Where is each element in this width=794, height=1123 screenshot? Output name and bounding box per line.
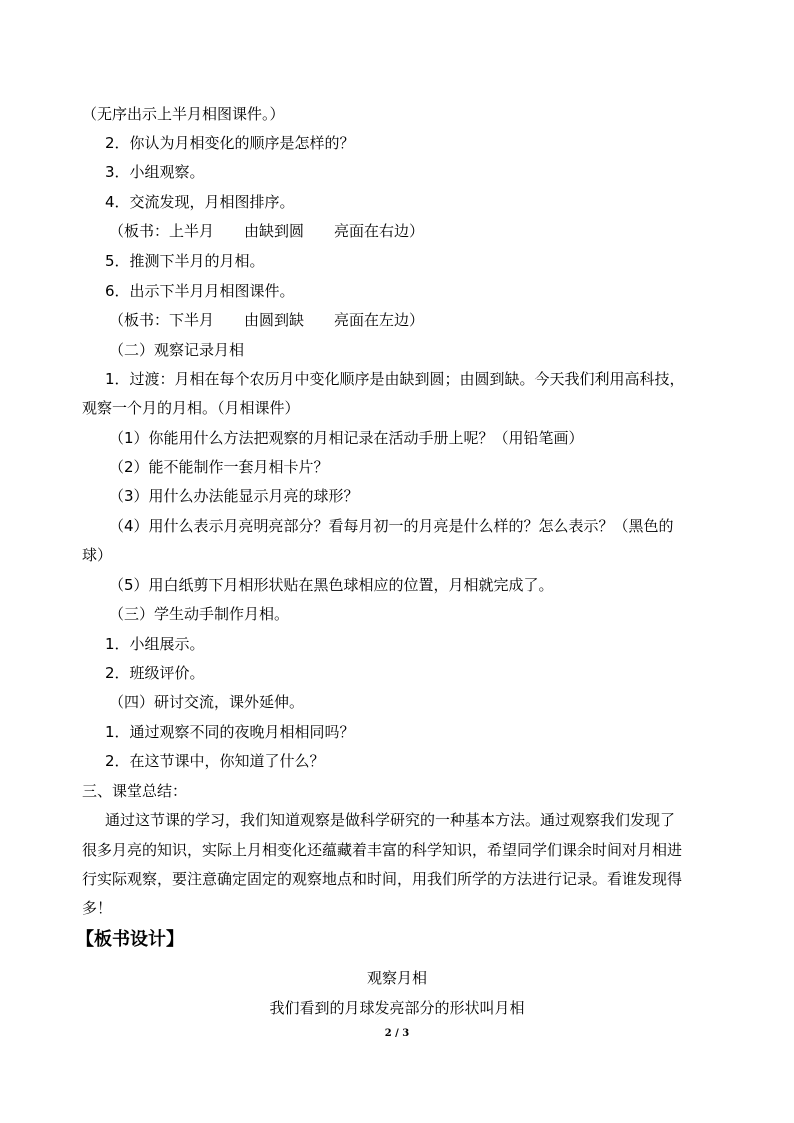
- text-line: 很多月亮的知识，实际上月相变化还蕴藏着丰富的科学知识，希望同学们课余时间对月相进: [82, 841, 683, 859]
- text-line: （板书：下半月 由圆到缺 亮面在左边）: [109, 311, 425, 329]
- text-line: 2．在这节课中，你知道了什么？: [105, 752, 325, 770]
- text-line: 5．推测下半月的月相。: [105, 252, 265, 270]
- section-heading: （三）学生动手制作月相。: [109, 605, 290, 623]
- text-line: （4）用什么表示月亮明亮部分？看每月初一的月亮是什么样的？怎么表示？（黑色的: [109, 517, 674, 535]
- text-line: 球）: [82, 546, 113, 564]
- board-definition: 我们看到的月球发亮部分的形状叫月相: [269, 999, 525, 1017]
- text-line: （无序出示上半月相图课件。）: [82, 105, 285, 123]
- section-heading: （二）观察记录月相: [109, 341, 245, 359]
- page-number: 2 / 3: [384, 1028, 410, 1039]
- text-line: 行实际观察，要注意确定固定的观察地点和时间，用我们所学的方法进行记录。看谁发现得: [82, 870, 683, 888]
- text-line: （5）用白纸剪下月相形状贴在黑色球相应的位置，月相就完成了。: [109, 576, 554, 594]
- text-line: 多！: [82, 899, 113, 917]
- text-line: 2．班级评价。: [105, 664, 205, 682]
- text-line: 2．你认为月相变化的顺序是怎样的？: [105, 134, 355, 152]
- section-heading: （四）研讨交流，课外延伸。: [109, 693, 305, 711]
- text-line: 通过这节课的学习，我们知道观察是做科学研究的一种基本方法。通过观察我们发现了: [105, 811, 676, 829]
- text-line: （2）能不能制作一套月相卡片？: [109, 458, 329, 476]
- text-line: （3）用什么办法能显示月亮的球形？: [109, 487, 359, 505]
- text-line: 1．通过观察不同的夜晚月相相同吗？: [105, 723, 355, 741]
- text-line: 1．小组展示。: [105, 635, 205, 653]
- text-line: 4．交流发现，月相图排序。: [105, 193, 295, 211]
- board-title: 观察月相: [366, 969, 427, 987]
- text-line: 1．过渡：月相在每个农历月中变化顺序是由缺到圆；由圆到缺。今天我们利用高科技，: [105, 370, 685, 388]
- text-line: 3．小组观察。: [105, 163, 205, 181]
- text-line: （板书：上半月 由缺到圆 亮面在右边）: [109, 222, 425, 240]
- section-heading: 三、课堂总结：: [82, 782, 188, 800]
- text-line: （1）你能用什么方法把观察的月相记录在活动手册上呢？（用铅笔画）: [109, 429, 584, 447]
- text-line: 6．出示下半月月相图课件。: [105, 282, 295, 300]
- text-line: 观察一个月的月相。（月相课件）: [82, 399, 300, 417]
- board-design-heading: 【板书设计】: [76, 929, 184, 950]
